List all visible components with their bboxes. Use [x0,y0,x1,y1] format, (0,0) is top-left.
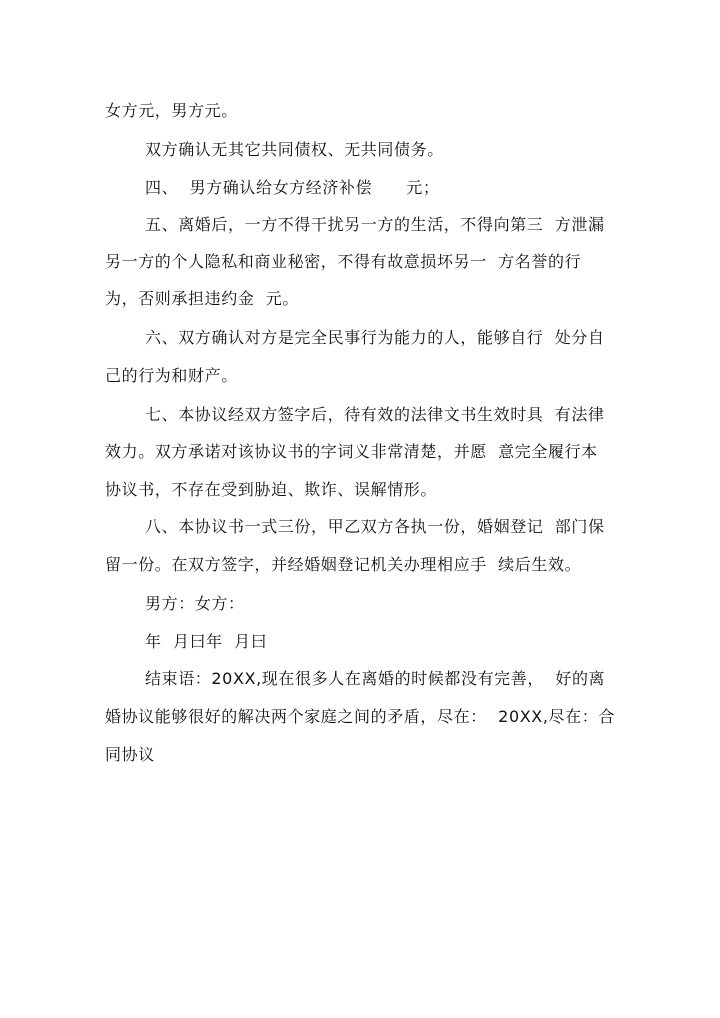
text-line: 结束语：20XX,现在很多人在离婚的时候都没有完善， 好的离 [145,669,606,688]
text-line: 男方：女方： [145,594,245,613]
text-line: 婚协议能够很好的解决两个家庭之间的矛盾，尽在： 20XX,尽在：合 [105,707,615,726]
text-line: 效力。双方承诺对该协议书的字词义非常清楚，并愿 意完全履行本 [105,442,598,461]
text-line: 双方确认无其它共同债权、无共同债务。 [145,140,444,159]
text-line: 八、本协议书一式三份，甲乙双方各执一份，婚姻登记 部门保 [145,517,605,536]
text-line: 己的行为和财产。 [105,366,238,385]
text-line: 六、双方确认对方是完全民事行为能力的人，能够自行 处分自 [145,328,605,347]
text-line: 另一方的个人隐私和商业秘密，不得有故意损坏另一 方名誉的行 [105,252,582,271]
text-line: 协议书，不存在受到胁迫、欺诈、误解情形。 [105,480,438,499]
text-line: 五、离婚后，一方不得干扰另一方的生活，不得向第三 方泄漏 [145,215,605,234]
text-line: 为，否则承担违约金 元。 [105,289,299,308]
text-line: 留一份。在双方签字，并经婚姻登记机关办理相应手 续后生效。 [105,555,582,574]
text-line: 四、 男方确认给女方经济补偿 元； [145,178,440,197]
text-line: 同协议 [105,745,155,764]
text-line: 七、本协议经双方签字后，待有效的法律文书生效时具 有法律 [145,405,605,424]
text-line: 女方元，男方元。 [105,101,238,120]
text-line: 年 月曰年 月曰 [145,632,268,651]
